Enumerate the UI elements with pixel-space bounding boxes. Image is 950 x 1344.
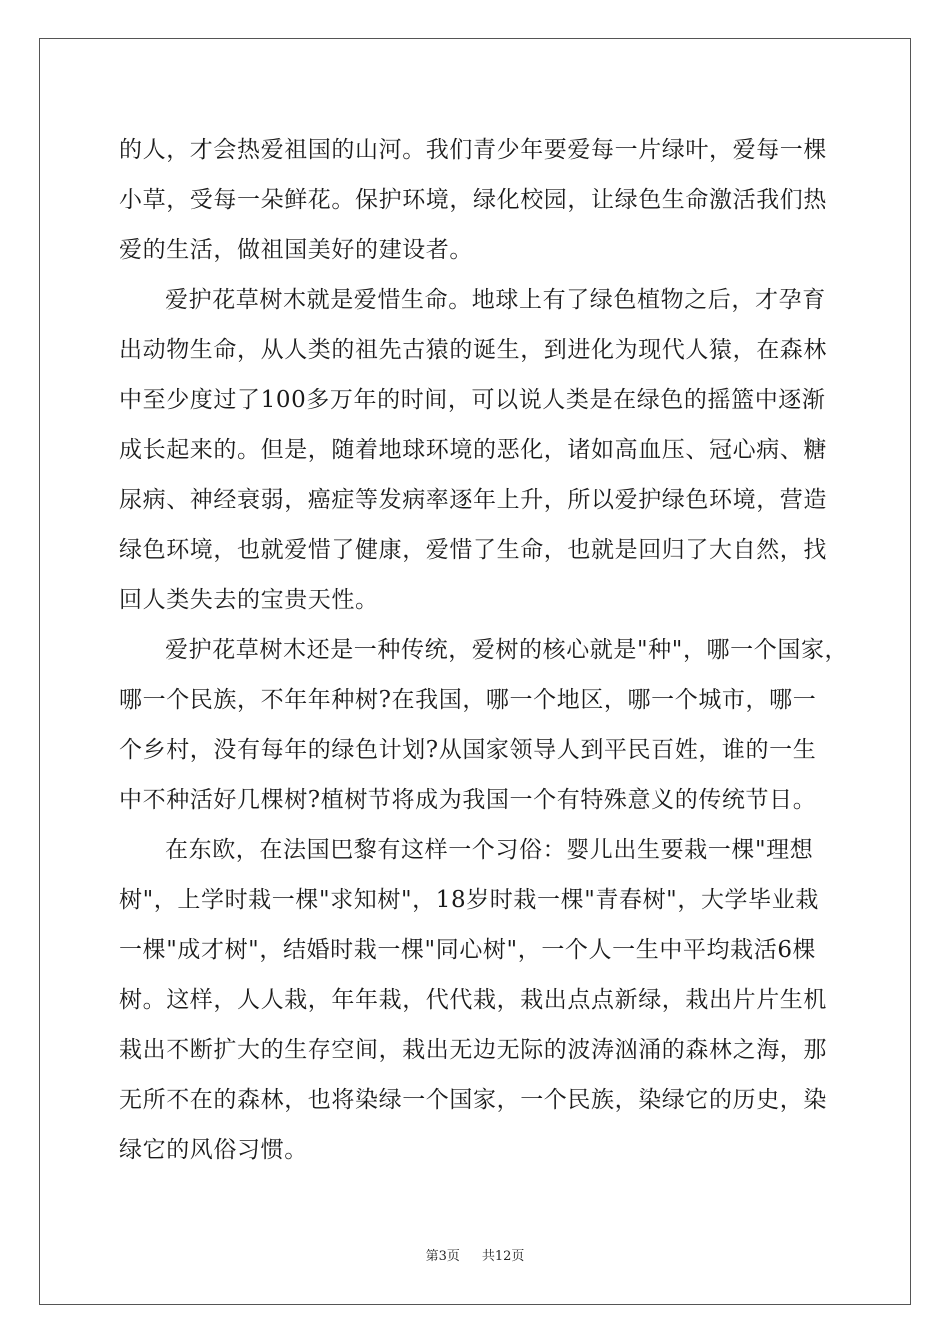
text-line: 中不种活好几棵树?植树节将成为我国一个有特殊意义的传统节日。 [119,787,817,813]
text-line: 爱的生活，做祖国美好的建设者。 [119,237,473,263]
text-line: 哪一个民族，不年年种树?在我国，哪一个地区，哪一个城市，哪一 [119,687,817,713]
page-footer [0,1245,950,1264]
page-total: 共12页 [481,1249,525,1264]
text-line: 绿它的风俗习惯。 [119,1137,308,1163]
document-body [119,125,849,1175]
text-line: 成长起来的。但是，随着地球环境的恶化，诸如高血压、冠心病、糖 [119,437,827,463]
text-line: 小草，受每一朵鲜花。保护环境，绿化校园，让绿色生命激活我们热 [119,187,827,213]
text-line: 出动物生命，从人类的祖先古猿的诞生，到进化为现代人猿，在森林 [119,337,827,363]
paragraph-first-line: 在东欧，在法国巴黎有这样一个习俗：婴儿出生要栽一棵"理想 [165,837,814,863]
text-line: 树"，上学时栽一棵"求知树"，18岁时栽一棵"青春树"，大学毕业栽 [119,887,819,913]
paragraph-first-line: 爱护花草树木就是爱惜生命。地球上有了绿色植物之后，才孕育 [165,287,826,313]
text-line: 中至少度过了100多万年的时间，可以说人类是在绿色的摇篮中逐渐 [119,387,826,413]
text-line: 无所不在的森林，也将染绿一个国家，一个民族，染绿它的历史，染 [119,1087,827,1113]
text-line: 尿病、神经衰弱，癌症等发病率逐年上升，所以爱护绿色环境，营造 [119,487,827,513]
page-number: 第3页 [425,1249,460,1264]
text-line: 回人类失去的宝贵天性。 [119,587,379,613]
text-line: 的人，才会热爱祖国的山河。我们青少年要爱每一片绿叶，爱每一棵 [119,137,827,163]
text-line: 绿色环境，也就爱惜了健康，爱惜了生命，也就是回归了大自然，找 [119,537,827,563]
text-line: 一棵"成才树"，结婚时栽一棵"同心树"，一个人一生中平均栽活6棵 [119,937,817,963]
text-line: 栽出不断扩大的生存空间，栽出无边无际的波涛汹涌的森林之海，那 [119,1037,827,1063]
text-line: 树。这样，人人栽，年年栽，代代栽，栽出点点新绿，栽出片片生机 [119,987,827,1013]
text-line: 个乡村，没有每年的绿色计划?从国家领导人到平民百姓，谁的一生 [119,737,817,763]
paragraph-first-line: 爱护花草树木还是一种传统，爱树的核心就是"种"，哪一个国家， [165,637,849,663]
